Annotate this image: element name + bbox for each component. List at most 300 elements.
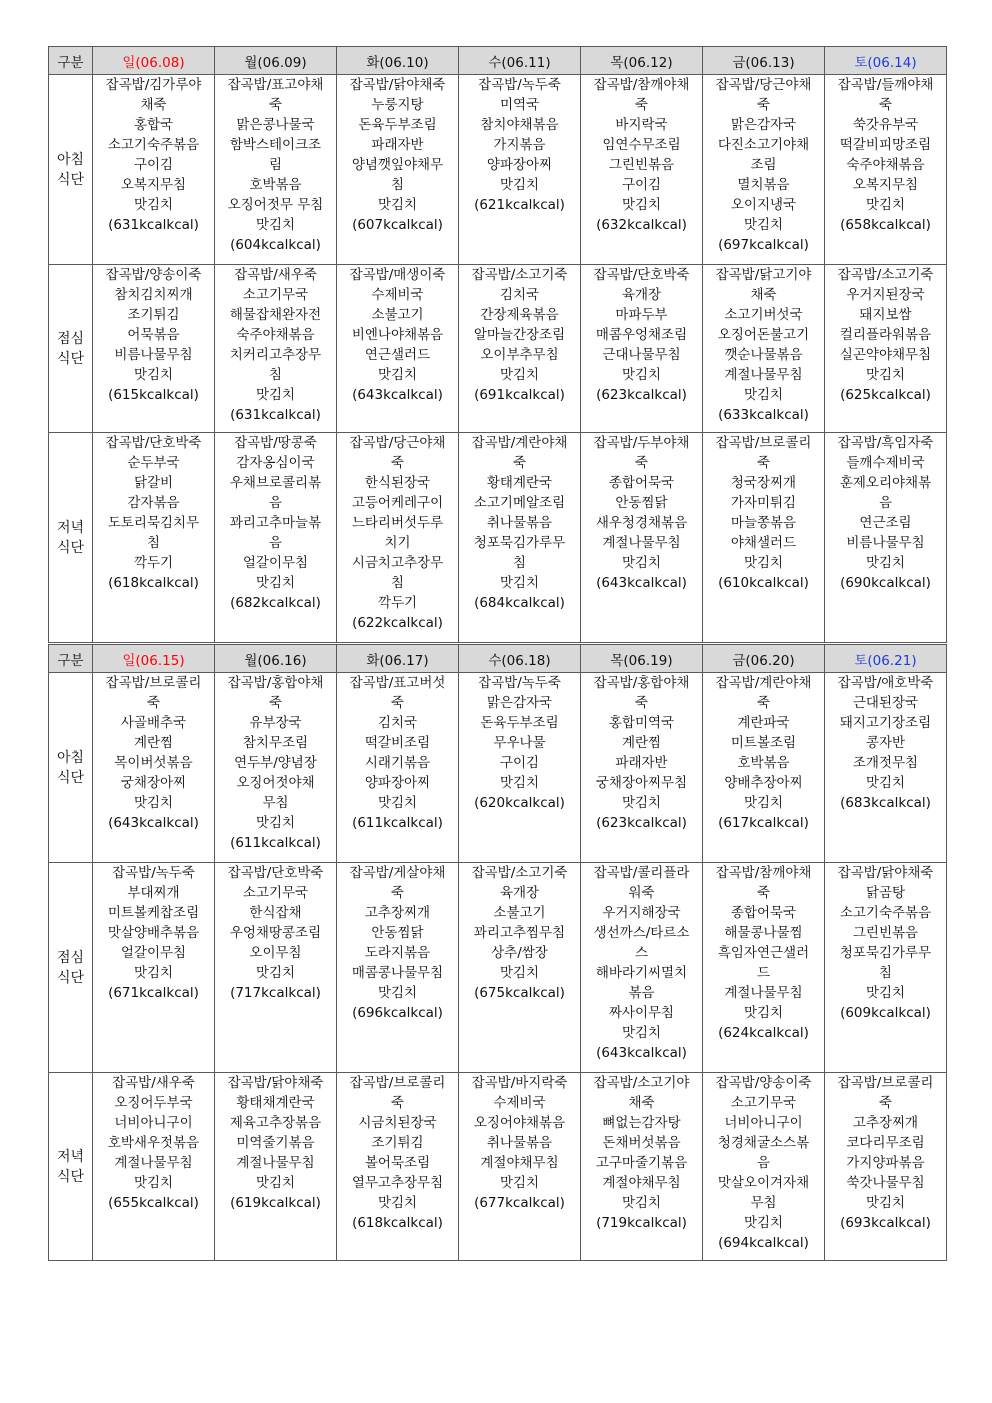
menu-item: 구이김 bbox=[499, 755, 540, 771]
menu-item: 맛김치 bbox=[255, 217, 296, 233]
menu-item: 깻순나물볶음 bbox=[724, 347, 803, 363]
menu-cell-dinner bbox=[337, 1073, 459, 1261]
menu-item: 계절나물무침 bbox=[114, 1155, 193, 1171]
menu-item: 맛김치 bbox=[377, 1195, 418, 1211]
menu-item: 안동찜닭 bbox=[371, 925, 424, 941]
menu-item: 소고기무국 bbox=[242, 287, 309, 303]
menu-item: 새우청경채볶음 bbox=[595, 515, 688, 531]
menu-item: 맑은감자국 bbox=[486, 695, 553, 711]
menu-cell-breakfast bbox=[215, 75, 337, 265]
menu-item: 죽 bbox=[390, 885, 405, 901]
menu-item: 쑥갓유부국 bbox=[852, 117, 919, 133]
menu-item: 맛김치 bbox=[255, 387, 296, 403]
menu-item: 들깨수제비국 bbox=[846, 455, 925, 471]
menu-item: 숙주야채볶음 bbox=[236, 327, 315, 343]
meal-label-line: 저녁 bbox=[56, 519, 85, 536]
menu-item: 순두부국 bbox=[127, 455, 180, 471]
menu-cell-breakfast bbox=[703, 673, 825, 863]
menu-item: 잡곡밥/닭야채죽 bbox=[349, 77, 446, 93]
menu-item: (611kcalkcal) bbox=[352, 815, 443, 831]
menu-item: 채죽 bbox=[140, 97, 167, 113]
menu-item: 닭갈비 bbox=[133, 475, 174, 491]
menu-item: 조기튀김 bbox=[371, 1135, 424, 1151]
menu-item: (643kcalkcal) bbox=[596, 575, 687, 591]
day-header: 금(06.20) bbox=[703, 645, 825, 673]
menu-item: 구이김 bbox=[621, 177, 662, 193]
menu-item: 잡곡밥/참깨야채 bbox=[715, 865, 812, 881]
menu-item: 채죽 bbox=[628, 1095, 655, 1111]
menu-item: 조개젓무침 bbox=[852, 755, 919, 771]
menu-item: 도라지볶음 bbox=[364, 945, 431, 961]
meal-label-line: 아침 bbox=[56, 749, 85, 766]
menu-item: (643kcalkcal) bbox=[108, 815, 199, 831]
menu-item: 호박볶음 bbox=[249, 177, 302, 193]
menu-item: 잡곡밥/단호박죽 bbox=[593, 267, 690, 283]
menu-item: 참치김치찌개 bbox=[114, 287, 193, 303]
menu-item: 조기튀김 bbox=[127, 307, 180, 323]
day-header: 월(06.16) bbox=[215, 645, 337, 673]
menu-item: 다진소고기야채 bbox=[717, 137, 810, 153]
menu-item: (658kcalkcal) bbox=[840, 217, 931, 233]
menu-item: 고구마줄기볶음 bbox=[595, 1155, 688, 1171]
menu-item: 맛김치 bbox=[743, 555, 784, 571]
menu-cell-breakfast bbox=[581, 673, 703, 863]
menu-cell-dinner bbox=[581, 433, 703, 643]
menu-item: 음 bbox=[878, 495, 893, 511]
menu-item: 돈채버섯볶음 bbox=[602, 1135, 681, 1151]
menu-item: 잡곡밥/계란야채 bbox=[471, 435, 568, 451]
menu-item: 목이버섯볶음 bbox=[114, 755, 193, 771]
menu-cell-breakfast bbox=[337, 673, 459, 863]
menu-item: 그린빈볶음 bbox=[608, 157, 675, 173]
menu-item: 한식잡채 bbox=[249, 905, 302, 921]
menu-item: 닭곰탕 bbox=[865, 885, 906, 901]
menu-item: 근대된장국 bbox=[852, 695, 919, 711]
menu-item: 계절야채무침 bbox=[480, 1155, 559, 1171]
menu-cell-breakfast bbox=[93, 75, 215, 265]
menu-item: 워죽 bbox=[628, 885, 655, 901]
menu-item: 오복지무침 bbox=[120, 177, 187, 193]
menu-item: 맛김치 bbox=[377, 367, 418, 383]
menu-item: 잡곡밥/소고기죽 bbox=[471, 267, 568, 283]
menu-item: 침 bbox=[390, 575, 405, 591]
menu-item: (631kcalkcal) bbox=[108, 217, 199, 233]
menu-item: 잡곡밥/홍합야채 bbox=[227, 675, 324, 691]
menu-item: 오이지냉국 bbox=[730, 197, 797, 213]
menu-item: 잡곡밥/녹두죽 bbox=[478, 675, 561, 691]
menu-item: 잡곡밥/녹두죽 bbox=[112, 865, 195, 881]
menu-item: 맛김치 bbox=[621, 197, 662, 213]
menu-item: 맛김치 bbox=[499, 367, 540, 383]
menu-item: 조림 bbox=[750, 157, 777, 173]
meal-label-line: 점심 bbox=[56, 949, 85, 966]
menu-item: 돼지고기장조림 bbox=[839, 715, 932, 731]
menu-cell-dinner bbox=[581, 1073, 703, 1261]
menu-item: 감자옹심이국 bbox=[236, 455, 315, 471]
menu-item: (621kcalkcal) bbox=[474, 197, 565, 213]
menu-item: 잡곡밥/두부야채 bbox=[593, 435, 690, 451]
menu-cell-lunch bbox=[581, 265, 703, 433]
menu-item: 잡곡밥/닭고기야 bbox=[715, 267, 812, 283]
menu-item: (643kcalkcal) bbox=[352, 387, 443, 403]
menu-item: 계절나물무침 bbox=[724, 367, 803, 383]
menu-item: 김치국 bbox=[499, 287, 540, 303]
menu-item: 안동찜닭 bbox=[615, 495, 668, 511]
menu-item: (611kcalkcal) bbox=[230, 835, 321, 851]
menu-item: 죽 bbox=[756, 885, 771, 901]
menu-item: 종합어묵국 bbox=[730, 905, 797, 921]
menu-item: 훈제오리야채볶 bbox=[839, 475, 932, 491]
menu-item: 잡곡밥/새우죽 bbox=[234, 267, 317, 283]
menu-item: 맛김치 bbox=[865, 367, 906, 383]
menu-item: 청경채굴소스볶 bbox=[717, 1135, 810, 1151]
menu-item: 가지볶음 bbox=[493, 137, 546, 153]
menu-item: 청국장찌개 bbox=[730, 475, 797, 491]
meal-label-line: 식단 bbox=[56, 969, 85, 986]
menu-item: 누룽지탕 bbox=[371, 97, 424, 113]
menu-item: 너비아니구이 bbox=[114, 1115, 193, 1131]
menu-item: 홍합미역국 bbox=[608, 715, 675, 731]
menu-item: 미트볼조림 bbox=[730, 735, 797, 751]
day-header: 금(06.13) bbox=[703, 47, 825, 75]
menu-item: (615kcalkcal) bbox=[108, 387, 199, 403]
menu-item: 잡곡밥/소고기죽 bbox=[471, 865, 568, 881]
menu-cell-breakfast bbox=[459, 75, 581, 265]
menu-item: 맛살양배추볶음 bbox=[107, 925, 200, 941]
menu-cell-lunch bbox=[215, 265, 337, 433]
menu-cell-breakfast bbox=[825, 673, 947, 863]
menu-cell-dinner bbox=[93, 1073, 215, 1261]
day-header: 토(06.21) bbox=[825, 645, 947, 673]
menu-item: (620kcalkcal) bbox=[474, 795, 565, 811]
menu-cell-dinner bbox=[459, 1073, 581, 1261]
menu-item: (618kcalkcal) bbox=[352, 1215, 443, 1231]
menu-item: 연두부/양념장 bbox=[234, 755, 317, 771]
menu-item: 맛김치 bbox=[499, 965, 540, 981]
menu-item: 맛김치 bbox=[133, 965, 174, 981]
menu-item: 숙주야채볶음 bbox=[846, 157, 925, 173]
menu-item: 꽈리고추마늘볶 bbox=[229, 515, 322, 531]
menu-item: 소고기무국 bbox=[730, 1095, 797, 1111]
row-header-label: 구분 bbox=[49, 645, 93, 673]
meal-label bbox=[49, 673, 93, 863]
menu-item: 뼈없는감자탕 bbox=[602, 1115, 681, 1131]
menu-item: 잡곡밥/표고야채 bbox=[227, 77, 324, 93]
menu-item: 맛김치 bbox=[499, 775, 540, 791]
menu-item: (622kcalkcal) bbox=[352, 615, 443, 631]
menu-item: 잡곡밥/양송이죽 bbox=[715, 1075, 812, 1091]
menu-item: (655kcalkcal) bbox=[108, 1195, 199, 1211]
menu-item: 맛김치 bbox=[499, 177, 540, 193]
meal-label-line: 저녁 bbox=[56, 1148, 85, 1165]
meal-label bbox=[49, 433, 93, 643]
day-header: 화(06.17) bbox=[337, 645, 459, 673]
menu-item: 어묵볶음 bbox=[127, 327, 180, 343]
menu-item: 미역국 bbox=[499, 97, 540, 113]
menu-item: (633kcalkcal) bbox=[718, 407, 809, 423]
menu-item: 맛김치 bbox=[621, 1025, 662, 1041]
menu-item: 치커리고추장무 bbox=[229, 347, 322, 363]
menu-item: 맛김치 bbox=[377, 985, 418, 1001]
menu-item: 호박볶음 bbox=[737, 755, 790, 771]
meal-label-line: 식단 bbox=[56, 1168, 85, 1185]
menu-item: 마늘쫑볶음 bbox=[730, 515, 797, 531]
menu-cell-lunch bbox=[459, 265, 581, 433]
meal-label bbox=[49, 75, 93, 265]
menu-item: 잡곡밥/매생이죽 bbox=[349, 267, 446, 283]
menu-item: 해바라기씨멸치 bbox=[595, 965, 688, 981]
menu-cell-lunch bbox=[703, 265, 825, 433]
menu-item: 궁채장아찌 bbox=[120, 775, 187, 791]
menu-item: 돈육두부조림 bbox=[358, 117, 437, 133]
menu-item: 맛김치 bbox=[621, 367, 662, 383]
menu-item: 잡곡밥/흑임자죽 bbox=[837, 435, 934, 451]
menu-item: 오징어젓야채 bbox=[236, 775, 315, 791]
day-header: 토(06.14) bbox=[825, 47, 947, 75]
menu-item: 잡곡밥/소고기야 bbox=[593, 1075, 690, 1091]
menu-item: 무침 bbox=[262, 795, 289, 811]
menu-item: 해물잡채완자전 bbox=[229, 307, 322, 323]
menu-item: 미역줄기볶음 bbox=[236, 1135, 315, 1151]
menu-item: 김치국 bbox=[377, 715, 418, 731]
menu-item: 잡곡밥/애호박죽 bbox=[837, 675, 934, 691]
meal-label bbox=[49, 1073, 93, 1261]
menu-item: 한식된장국 bbox=[364, 475, 431, 491]
meal-label-line: 식단 bbox=[56, 769, 85, 786]
menu-item: 맛김치 bbox=[255, 815, 296, 831]
menu-item: 짜사이무침 bbox=[608, 1005, 675, 1021]
menu-item: 알마늘간장조림 bbox=[473, 327, 566, 343]
menu-item: 맛김치 bbox=[865, 775, 906, 791]
menu-item: 맛김치 bbox=[621, 1195, 662, 1211]
menu-item: 음 bbox=[268, 535, 283, 551]
menu-item: 잡곡밥/브로콜리 bbox=[837, 1075, 934, 1091]
menu-item: 맛김치 bbox=[133, 1175, 174, 1191]
menu-item: 오이부추무침 bbox=[480, 347, 559, 363]
menu-item: (719kcalkcal) bbox=[596, 1215, 687, 1231]
menu-item: 시금치된장국 bbox=[358, 1115, 437, 1131]
menu-item: (609kcalkcal) bbox=[840, 1005, 931, 1021]
menu-item: 그린빈볶음 bbox=[852, 925, 919, 941]
menu-item: 소고기무국 bbox=[242, 885, 309, 901]
menu-cell-breakfast bbox=[459, 673, 581, 863]
menu-item: 참치무조림 bbox=[242, 735, 309, 751]
menu-item: (632kcalkcal) bbox=[596, 217, 687, 233]
menu-item: 너비아니구이 bbox=[724, 1115, 803, 1131]
menu-item: 죽 bbox=[390, 455, 405, 471]
menu-item: 매콤콩나물무침 bbox=[351, 965, 444, 981]
menu-item: 컬리플라워볶음 bbox=[839, 327, 932, 343]
menu-item: 침 bbox=[512, 555, 527, 571]
menu-item: 야채샐러드 bbox=[730, 535, 797, 551]
menu-cell-lunch bbox=[215, 863, 337, 1073]
meal-label-line: 아침 bbox=[56, 151, 85, 168]
menu-item: 함박스테이크조 bbox=[229, 137, 322, 153]
week-2-menu-table bbox=[48, 644, 947, 1261]
menu-item: (693kcalkcal) bbox=[840, 1215, 931, 1231]
meal-label bbox=[49, 863, 93, 1073]
menu-item: 맛김치 bbox=[255, 575, 296, 591]
menu-item: 돈육두부조림 bbox=[480, 715, 559, 731]
menu-item: 침 bbox=[268, 367, 283, 383]
menu-item: 잡곡밥/새우죽 bbox=[112, 1075, 195, 1091]
menu-cell-breakfast bbox=[337, 75, 459, 265]
menu-cell-lunch bbox=[459, 863, 581, 1073]
menu-item: 우엉채땅콩조림 bbox=[229, 925, 322, 941]
menu-item: 양배추장아찌 bbox=[724, 775, 803, 791]
meal-label bbox=[49, 265, 93, 433]
menu-item: 참치야채볶음 bbox=[480, 117, 559, 133]
menu-item: 잡곡밥/게살야채 bbox=[349, 865, 446, 881]
menu-item: 맛김치 bbox=[743, 1215, 784, 1231]
menu-item: 구이김 bbox=[133, 157, 174, 173]
menu-item: 잡곡밥/소고기죽 bbox=[837, 267, 934, 283]
menu-cell-dinner bbox=[825, 1073, 947, 1261]
menu-item: 맑은콩나물국 bbox=[236, 117, 315, 133]
menu-item: 오징어두부국 bbox=[114, 1095, 193, 1111]
menu-item: 종합어묵국 bbox=[608, 475, 675, 491]
menu-item: 침 bbox=[878, 965, 893, 981]
menu-item: 연근샐러드 bbox=[364, 347, 431, 363]
day-header: 수(06.11) bbox=[459, 47, 581, 75]
meal-label-line: 점심 bbox=[56, 330, 85, 347]
menu-item: 맛김치 bbox=[865, 985, 906, 1001]
menu-item: 치기 bbox=[384, 535, 411, 551]
menu-item: 간장제육볶음 bbox=[480, 307, 559, 323]
menu-item: (696kcalkcal) bbox=[352, 1005, 443, 1021]
menu-item: 우채브로콜리볶 bbox=[229, 475, 322, 491]
menu-item: 열무고추장무침 bbox=[351, 1175, 444, 1191]
menu-item: 비름나물무침 bbox=[846, 535, 925, 551]
day-header: 화(06.10) bbox=[337, 47, 459, 75]
menu-cell-lunch bbox=[337, 863, 459, 1073]
menu-item: 꽈리고추찜무침 bbox=[473, 925, 566, 941]
menu-item: (625kcalkcal) bbox=[840, 387, 931, 403]
menu-item: 호박새우젓볶음 bbox=[107, 1135, 200, 1151]
menu-item: (684kcalkcal) bbox=[474, 595, 565, 611]
menu-item: 흑임자연근샐러 bbox=[717, 945, 810, 961]
menu-item: 죽 bbox=[634, 455, 649, 471]
menu-cell-dinner bbox=[337, 433, 459, 643]
menu-item: 우거지된장국 bbox=[846, 287, 925, 303]
menu-item: 죽 bbox=[268, 695, 283, 711]
menu-item: 양파장아찌 bbox=[486, 157, 553, 173]
menu-item: 죽 bbox=[390, 1095, 405, 1111]
menu-item: (643kcalkcal) bbox=[596, 1045, 687, 1061]
menu-item: 죽 bbox=[756, 97, 771, 113]
menu-cell-breakfast bbox=[703, 75, 825, 265]
menu-cell-lunch bbox=[93, 863, 215, 1073]
menu-item: 가지양파볶음 bbox=[846, 1155, 925, 1171]
menu-item: 계절나물무침 bbox=[236, 1155, 315, 1171]
menu-item: 잡곡밥/들깨야채 bbox=[837, 77, 934, 93]
menu-item: (631kcalkcal) bbox=[230, 407, 321, 423]
menu-item: 소고기버섯국 bbox=[724, 307, 803, 323]
menu-item: 취나물볶음 bbox=[486, 1135, 553, 1151]
day-header: 목(06.12) bbox=[581, 47, 703, 75]
menu-item: 잡곡밥/바지락죽 bbox=[471, 1075, 568, 1091]
menu-item: 맛김치 bbox=[133, 795, 174, 811]
menu-item: 떡갈비피망조림 bbox=[839, 137, 932, 153]
menu-item: 양념깻잎야채무 bbox=[351, 157, 444, 173]
menu-item: 죽 bbox=[268, 97, 283, 113]
menu-item: 돼지보쌈 bbox=[859, 307, 912, 323]
menu-item: 깍두기 bbox=[133, 555, 174, 571]
menu-item: (694kcalkcal) bbox=[718, 1235, 809, 1251]
menu-cell-breakfast bbox=[581, 75, 703, 265]
menu-item: 파래자반 bbox=[371, 137, 424, 153]
menu-item: 죽 bbox=[390, 695, 405, 711]
menu-item: 잡곡밥/당근야채 bbox=[349, 435, 446, 451]
menu-item: 잡곡밥/브로콜리 bbox=[715, 435, 812, 451]
menu-item: 맛김치 bbox=[499, 1175, 540, 1191]
menu-item: 죽 bbox=[146, 695, 161, 711]
menu-item: 잡곡밥/단호박죽 bbox=[227, 865, 324, 881]
menu-item: 채죽 bbox=[750, 287, 777, 303]
menu-item: 맛김치 bbox=[865, 555, 906, 571]
menu-item: 소불고기 bbox=[371, 307, 424, 323]
week-1-menu-table bbox=[48, 46, 947, 643]
menu-item: 궁채장아찌무침 bbox=[595, 775, 688, 791]
menu-cell-lunch bbox=[337, 265, 459, 433]
menu-item: 파래자반 bbox=[615, 755, 668, 771]
menu-item: 계란찜 bbox=[133, 735, 174, 751]
menu-item: 잡곡밥/양송이죽 bbox=[105, 267, 202, 283]
menu-item: 계절야채무침 bbox=[602, 1175, 681, 1191]
menu-item: 해물콩나물찜 bbox=[724, 925, 803, 941]
menu-item: 양파장아찌 bbox=[364, 775, 431, 791]
menu-item: 죽 bbox=[878, 1095, 893, 1111]
menu-item: 맛김치 bbox=[255, 965, 296, 981]
menu-item: 잡곡밥/단호박죽 bbox=[105, 435, 202, 451]
menu-item: 오징어젓무 무침 bbox=[227, 197, 324, 213]
menu-item: (623kcalkcal) bbox=[596, 387, 687, 403]
menu-item: 맛김치 bbox=[743, 387, 784, 403]
row-header-label: 구분 bbox=[49, 47, 93, 75]
menu-item: 감자볶음 bbox=[127, 495, 180, 511]
day-header: 수(06.18) bbox=[459, 645, 581, 673]
menu-cell-dinner bbox=[703, 433, 825, 643]
menu-item: 맛김치 bbox=[255, 1175, 296, 1191]
menu-cell-dinner bbox=[215, 433, 337, 643]
menu-item: 바지락국 bbox=[615, 117, 668, 133]
day-header: 일(06.15) bbox=[93, 645, 215, 673]
menu-item: 잡곡밥/녹두죽 bbox=[478, 77, 561, 93]
menu-item: 죽 bbox=[756, 455, 771, 471]
menu-item: 오징어야채볶음 bbox=[473, 1115, 566, 1131]
menu-item: 림 bbox=[268, 157, 283, 173]
menu-item: (677kcalkcal) bbox=[474, 1195, 565, 1211]
menu-item: 가자미튀김 bbox=[730, 495, 797, 511]
menu-item: 근대나물무침 bbox=[602, 347, 681, 363]
menu-item: 맛김치 bbox=[499, 575, 540, 591]
menu-item: (671kcalkcal) bbox=[108, 985, 199, 1001]
menu-item: 청포묵김가루무 bbox=[473, 535, 566, 551]
menu-item: (604kcalkcal) bbox=[230, 237, 321, 253]
menu-item: 얼갈이무침 bbox=[120, 945, 187, 961]
menu-item: 부대찌개 bbox=[127, 885, 180, 901]
menu-item: 맛김치 bbox=[621, 555, 662, 571]
menu-item: 드 bbox=[756, 965, 771, 981]
menu-item: 무우나물 bbox=[493, 735, 546, 751]
menu-item: 도토리묵김치무 bbox=[107, 515, 200, 531]
menu-item: 수제비국 bbox=[493, 1095, 546, 1111]
menu-item: 죽 bbox=[634, 695, 649, 711]
menu-item: 맛김치 bbox=[743, 1005, 784, 1021]
menu-item: 죽 bbox=[512, 455, 527, 471]
menu-item: 음 bbox=[756, 1155, 771, 1171]
menu-item: 고추장찌개 bbox=[364, 905, 431, 921]
